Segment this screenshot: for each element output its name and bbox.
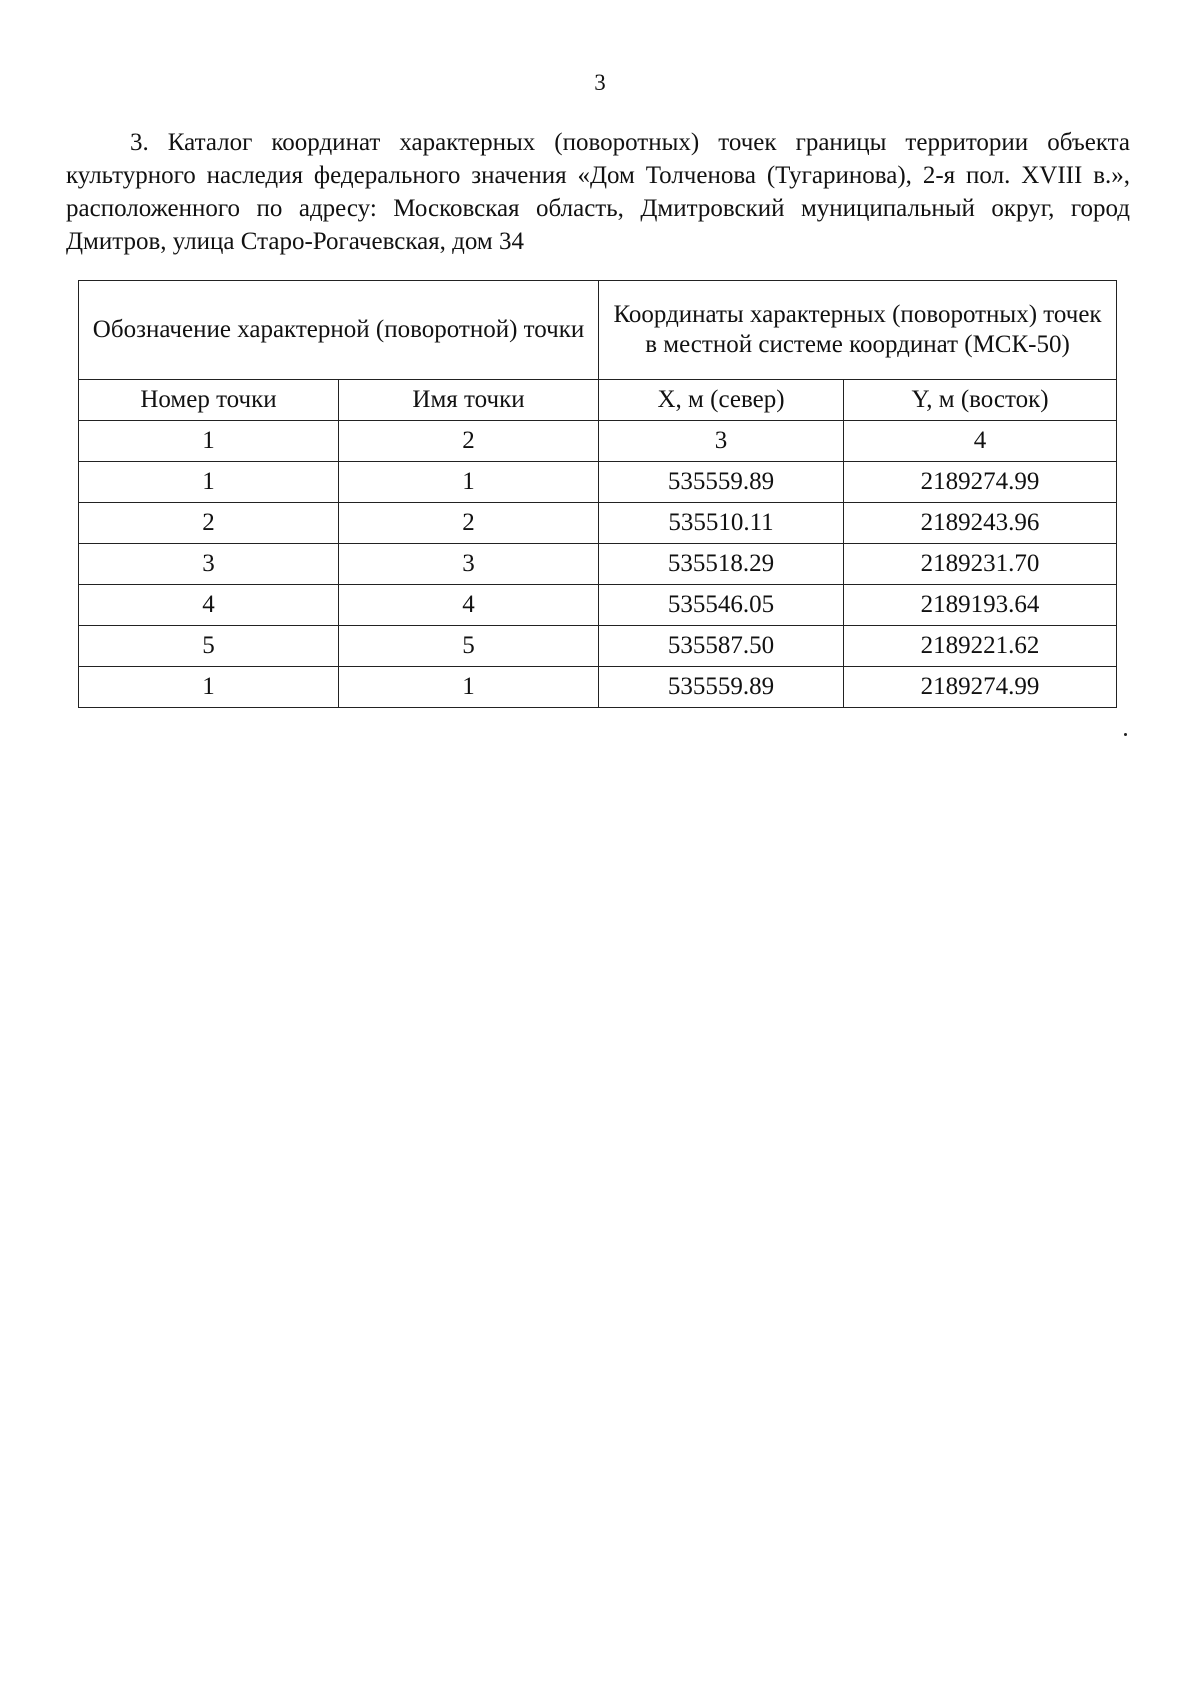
column-header-x: X, м (север) [599, 380, 844, 421]
cell-point-name: 1 [339, 462, 599, 503]
cell-y: 2189274.99 [844, 667, 1117, 708]
cell-point-number: 2 [79, 503, 339, 544]
table-row [79, 503, 1117, 544]
table-column-header-row [79, 380, 1117, 421]
column-number: 3 [599, 421, 844, 462]
cell-x: 535518.29 [599, 544, 844, 585]
cell-x: 535510.11 [599, 503, 844, 544]
column-number: 2 [339, 421, 599, 462]
cell-x: 535546.05 [599, 585, 844, 626]
page-number: 3 [594, 70, 606, 95]
column-header-point-name: Имя точки [339, 380, 599, 421]
scan-dot [1124, 733, 1127, 736]
cell-y: 2189243.96 [844, 503, 1117, 544]
column-number: 1 [79, 421, 339, 462]
cell-point-number: 4 [79, 585, 339, 626]
cell-y: 2189221.62 [844, 626, 1117, 667]
table-column-number-row [79, 421, 1117, 462]
table-group-header-row [79, 281, 1117, 380]
cell-point-name: 1 [339, 667, 599, 708]
coordinates-table [78, 280, 1117, 708]
cell-point-number: 5 [79, 626, 339, 667]
group-header-point-designation: Обозначение характерной (поворотной) точки [79, 281, 599, 380]
cell-point-number: 1 [79, 667, 339, 708]
cell-point-name: 5 [339, 626, 599, 667]
table-row [79, 585, 1117, 626]
cell-point-number: 1 [79, 462, 339, 503]
table-row [79, 626, 1117, 667]
table-row [79, 667, 1117, 708]
cell-y: 2189274.99 [844, 462, 1117, 503]
cell-point-name: 3 [339, 544, 599, 585]
cell-x: 535587.50 [599, 626, 844, 667]
cell-point-name: 4 [339, 585, 599, 626]
table-row [79, 544, 1117, 585]
cell-x: 535559.89 [599, 462, 844, 503]
column-number: 4 [844, 421, 1117, 462]
cell-point-name: 2 [339, 503, 599, 544]
group-header-coordinates: Координаты характерных (поворотных) точек в местной системе координат (МСК-50) [599, 281, 1117, 380]
cell-y: 2189231.70 [844, 544, 1117, 585]
table-row [79, 462, 1117, 503]
intro-paragraph: 3. Каталог координат характерных (поворотных) точек границы территории объекта культурного наследия федерального значения «Дом Толченова (Тугаринова), 2-я пол. XVIII в.», расположенного по адресу: Московская область, Дмитровский муниципальный округ, город Дмитров, улица Старо-Рогачевская, дом 34 [66, 129, 1130, 255]
cell-y: 2189193.64 [844, 585, 1117, 626]
column-header-point-number: Номер точки [79, 380, 339, 421]
cell-x: 535559.89 [599, 667, 844, 708]
column-header-y: Y, м (восток) [844, 380, 1117, 421]
cell-point-number: 3 [79, 544, 339, 585]
